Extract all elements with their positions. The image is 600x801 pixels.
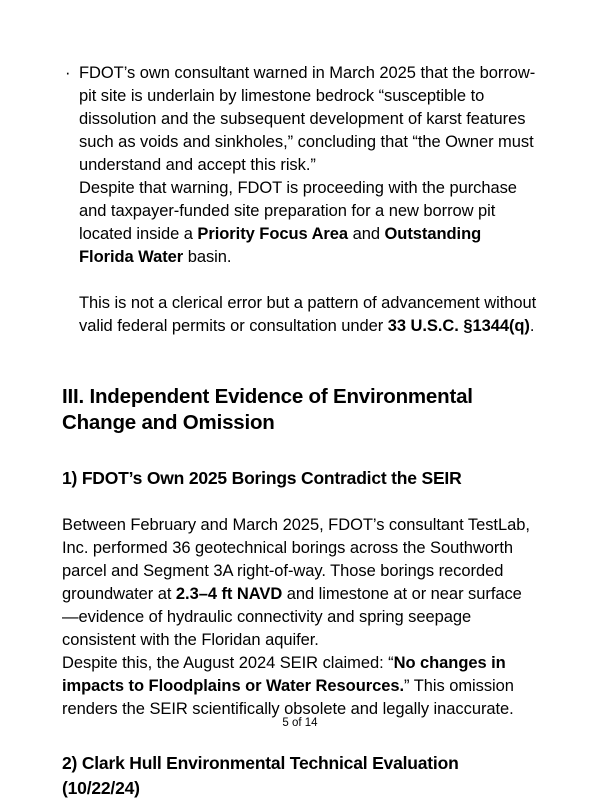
paragraph-consultant-warning: FDOT’s own consultant warned in March 2025 that the borrow-pit site is underlain by limestone bedrock “susceptible to dissolution and the subsequent development of karst features such as voids and sinkholes,” concluding that “the Owner must understand and accept this risk.” <box>79 64 536 174</box>
paragraph-despite-warning: Despite that warning, FDOT is proceeding with the purchase and taxpayer-funded site preparation for a new borrow pit located inside a Priority Focus Area and Outstanding Florida Water basin. <box>79 179 517 266</box>
subheading-clark-hull-evaluation: 2) Clark Hull Environmental Technical Evaluation (10/22/24) <box>62 753 459 798</box>
page-number-footer: 5 of 14 <box>282 717 318 729</box>
subheading-borings-contradict-seir: 1) FDOT’s Own 2025 Borings Contradict the SEIR <box>62 468 462 488</box>
spacer <box>62 338 538 384</box>
list-item <box>62 62 538 338</box>
paragraph-seir-claim: Despite this, the August 2024 SEIR claimed: “No changes in impacts to Floodplains or Water Resources.” This omission renders the SEIR scientifically obsolete and legally inaccurate. <box>62 654 514 718</box>
bullet-point-icon: · <box>65 64 71 82</box>
bullet-list <box>62 62 538 338</box>
page-title: III. Independent Evidence of Environmental Change and Omission <box>62 385 473 434</box>
spacer <box>62 436 538 466</box>
spacer <box>62 491 538 514</box>
paragraph-clerical-error: This is not a clerical error but a pattern of advancement without valid federal permits or consultation under 33 U.S.C. §1344(q). <box>79 294 537 335</box>
paragraph-testlab-borings: Between February and March 2025, FDOT’s consultant TestLab, Inc. performed 36 geotechnical borings across the Southworth parcel and Segment 3A right-of-way. Those borings recorded groundwater at 2.3–4 ft NAVD and limestone at or near surface—evidence of hydraulic connectivity and spring seepage consistent with the Floridan aquifer. <box>62 516 530 649</box>
